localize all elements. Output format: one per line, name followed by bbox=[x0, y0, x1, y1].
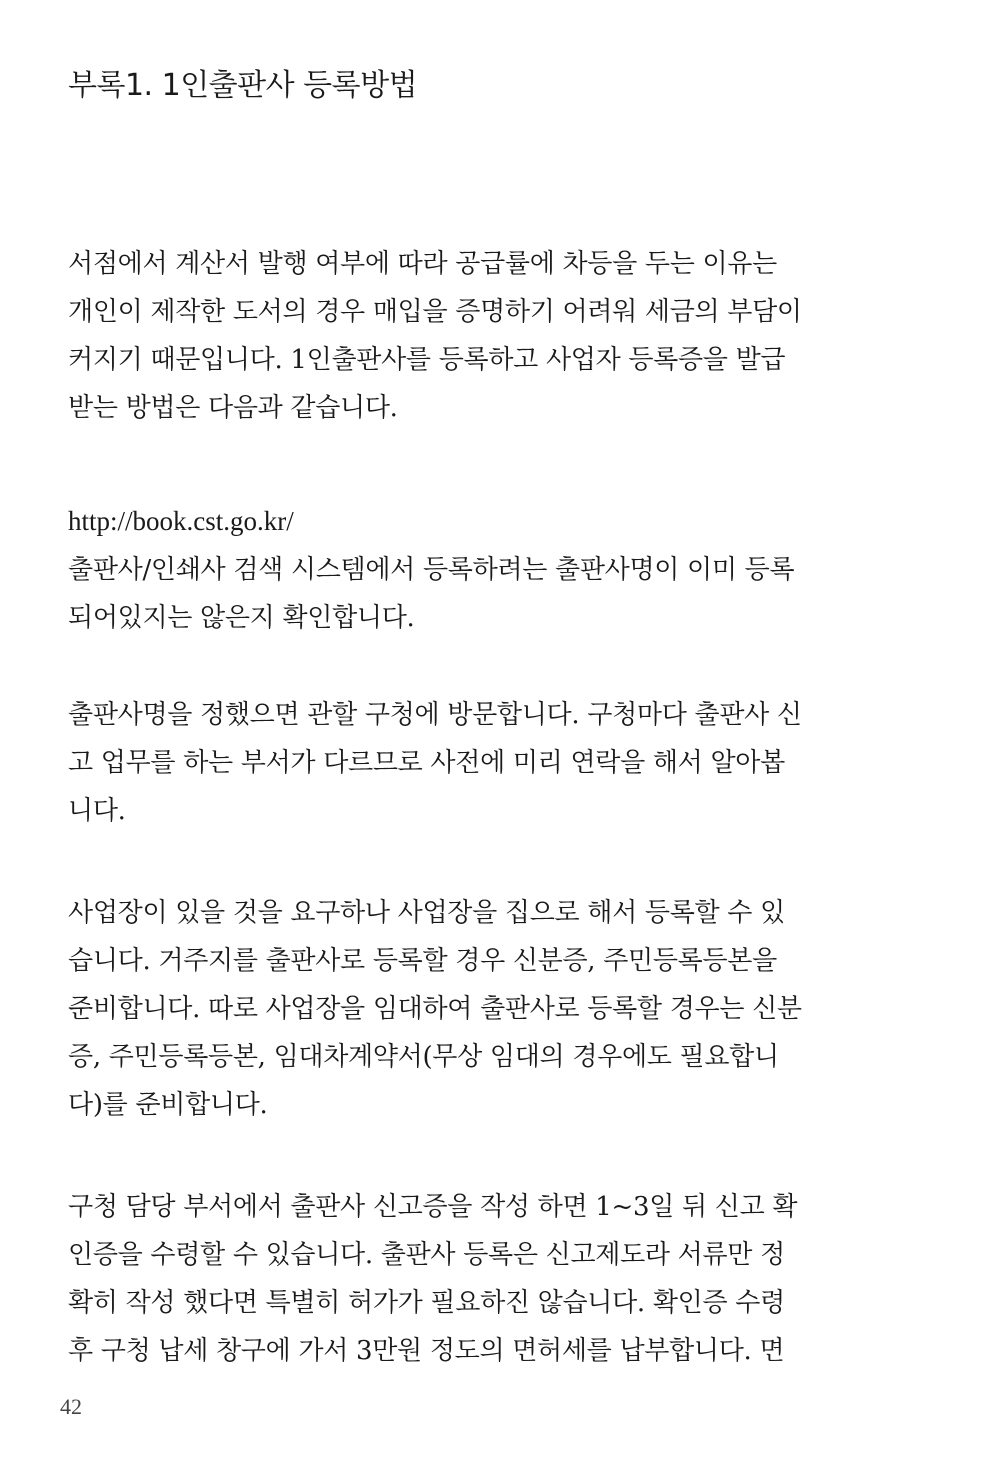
paragraph-line: 습니다. 거주지를 출판사로 등록할 경우 신분증, 주민등록등본을 bbox=[68, 946, 777, 976]
paragraph-line: 출판사/인쇄사 검색 시스템에서 등록하려는 출판사명이 이미 등록 bbox=[68, 555, 795, 585]
paragraph-line: 되어있지는 않은지 확인합니다. bbox=[68, 603, 415, 633]
paragraph-search-system bbox=[68, 546, 858, 642]
paragraph-line: 증, 주민등록등본, 임대차계약서(무상 임대의 경우에도 필요합니 bbox=[68, 1042, 779, 1072]
paragraph-line: 다)를 준비합니다. bbox=[68, 1090, 268, 1120]
paragraph-line: 출판사명을 정했으면 관할 구청에 방문합니다. 구청마다 출판사 신 bbox=[68, 700, 802, 730]
paragraph-certificate bbox=[68, 1183, 858, 1375]
paragraph-line: 후 구청 납세 창구에 가서 3만원 정도의 면허세를 납부합니다. 면 bbox=[68, 1336, 785, 1366]
paragraph-line: 개인이 제작한 도서의 경우 매입을 증명하기 어려워 세금의 부담이 bbox=[68, 297, 802, 327]
paragraph-documents bbox=[68, 889, 858, 1129]
paragraph-line: 인증을 수령할 수 있습니다. 출판사 등록은 신고제도라 서류만 정 bbox=[68, 1240, 785, 1270]
paragraph-line: 받는 방법은 다음과 같습니다. bbox=[68, 393, 398, 423]
paragraph-line: 커지기 때문입니다. 1인출판사를 등록하고 사업자 등록증을 발급 bbox=[68, 345, 786, 375]
appendix-heading: 부록1. 1인출판사 등록방법 bbox=[68, 68, 418, 103]
paragraph-line: 고 업무를 하는 부서가 다르므로 사전에 미리 연락을 해서 알아봅 bbox=[68, 748, 785, 778]
paragraph-line: 확히 작성 했다면 특별히 허가가 필요하진 않습니다. 확인증 수령 bbox=[68, 1288, 785, 1318]
paragraph-line: 사업장이 있을 것을 요구하나 사업장을 집으로 해서 등록할 수 있 bbox=[68, 898, 785, 928]
registry-url: http://book.cst.go.kr/ bbox=[68, 506, 294, 536]
paragraph-intro bbox=[68, 240, 858, 432]
paragraph-line: 서점에서 계산서 발행 여부에 따라 공급률에 차등을 두는 이유는 bbox=[68, 249, 777, 279]
paragraph-line: 준비합니다. 따로 사업장을 임대하여 출판사로 등록할 경우는 신분 bbox=[68, 994, 802, 1024]
paragraph-line: 구청 담당 부서에서 출판사 신고증을 작성 하면 1~3일 뒤 신고 확 bbox=[68, 1192, 798, 1222]
page-number: 42 bbox=[60, 1394, 82, 1419]
paragraph-line: 니다. bbox=[68, 796, 126, 826]
paragraph-visit-office bbox=[68, 691, 858, 835]
